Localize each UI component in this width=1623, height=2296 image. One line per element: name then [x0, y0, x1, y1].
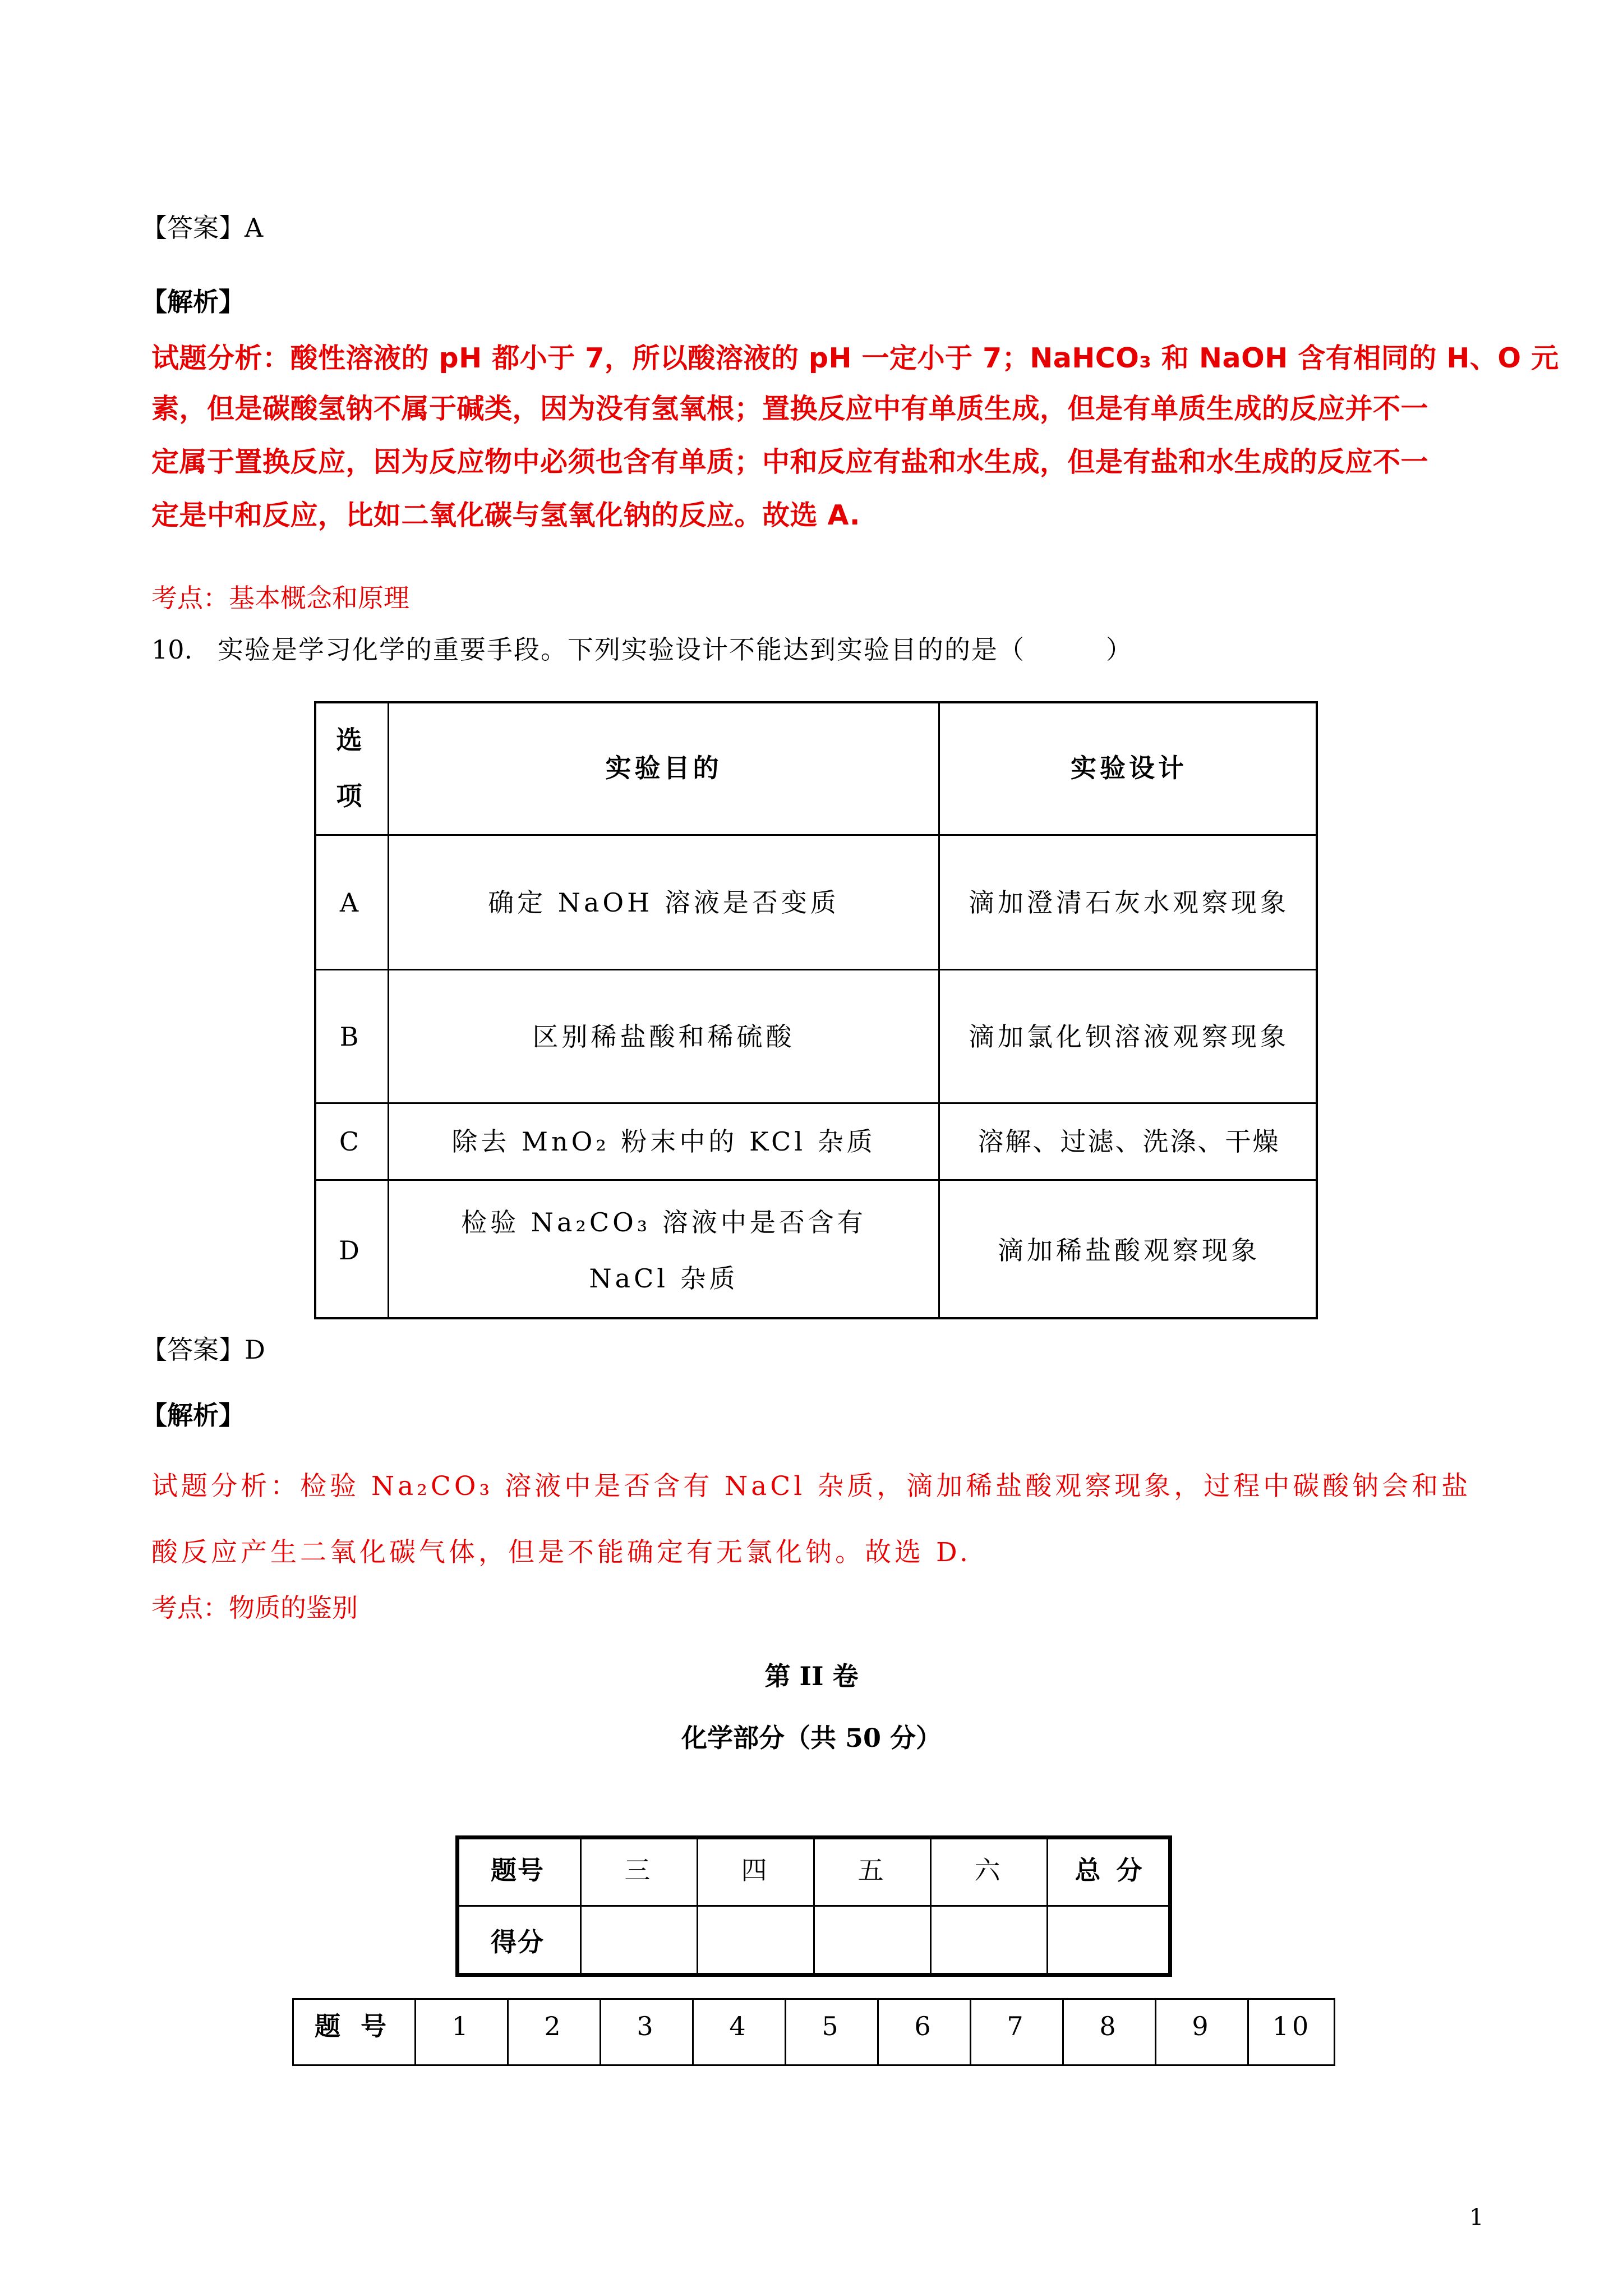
score-table — [455, 1835, 1172, 1977]
q10-row-c-design: 溶解、过滤、洗涤、干燥 — [978, 1126, 1280, 1157]
q9-kaodian: 考点：基本概念和原理 — [151, 583, 409, 613]
answer-table-num-3: 3 — [637, 2011, 657, 2041]
answer-table-num-7: 7 — [1007, 2011, 1027, 2041]
q10-table — [314, 701, 1318, 1319]
answer-table-num-6: 6 — [914, 2011, 934, 2041]
q10-analysis-line-1: 试题分析：检验 Na₂CO₃ 溶液中是否含有 NaCl 杂质，滴加稀盐酸观察现象，过程中碳酸钠会和盐 — [151, 1471, 1472, 1502]
q10-row-a-purpose: 确定 NaOH 溶液是否变质 — [488, 887, 840, 918]
q10-row-d-option: D — [339, 1235, 363, 1266]
q10-kaodian: 考点：物质的鉴别 — [151, 1593, 358, 1623]
score-header-label: 题号 — [491, 1855, 545, 1885]
score-header-total: 总 分 — [1075, 1855, 1146, 1885]
q10-number: 10. — [151, 634, 193, 665]
q9-analysis-text-1: 试题分析：酸性溶液的 pH 都小于 7，所以酸溶液的 pH 一定小于 7；NaHCO₃ 和 NaOH 含有相同的 H、O 元 — [151, 342, 1559, 374]
q10-header-design: 实验设计 — [1071, 752, 1187, 783]
score-row-label: 得分 — [491, 1926, 545, 1957]
score-header-5: 五 — [857, 1855, 887, 1885]
q10-stem: 实验是学习化学的重要手段。下列实验设计不能达到实验目的的是（ ） — [218, 634, 1133, 665]
q9-analysis-line-2: 素，但是碳酸氢钠不属于碱类，因为没有氢氧根；置换反应中有单质生成，但是有单质生成的反应并不一 — [151, 393, 1429, 425]
answer-table-num-5: 5 — [822, 2011, 842, 2041]
q10-row-b-design: 滴加氯化钡溶液观察现象 — [969, 1021, 1289, 1052]
q10-header-purpose: 实验目的 — [605, 752, 722, 783]
answer-table-label: 题 号 — [314, 2011, 392, 2041]
q10-analysis-heading: 【解析】 — [141, 1400, 245, 1430]
answer-table-num-10: 10 — [1272, 2011, 1312, 2041]
q10-answer: 【答案】D — [141, 1335, 265, 1365]
part2-subtitle: 化学部分（共 50 分） — [681, 1723, 942, 1753]
part2-title: 第 II 卷 — [764, 1661, 859, 1691]
answer-table-num-8: 8 — [1099, 2011, 1119, 2041]
answer-table — [292, 1998, 1335, 2066]
score-header-6: 六 — [974, 1855, 1004, 1885]
q9-analysis-heading: 【解析】 — [141, 287, 245, 317]
q10-row-d-design: 滴加稀盐酸观察现象 — [998, 1235, 1260, 1266]
q10-row-b-purpose: 区别稀盐酸和稀硫酸 — [532, 1021, 795, 1052]
q9-analysis-line-1 — [151, 337, 1559, 376]
answer-table-num-1: 1 — [451, 2011, 472, 2041]
score-header-3: 三 — [624, 1855, 654, 1885]
q9-answer: 【答案】A — [141, 213, 264, 243]
q10-row-a-design: 滴加澄清石灰水观察现象 — [969, 887, 1289, 918]
q10-row-b-option: B — [339, 1021, 362, 1052]
q10-header-option: 选项 — [336, 724, 366, 811]
answer-table-num-2: 2 — [544, 2011, 564, 2041]
q10-row-c-option: C — [339, 1126, 363, 1157]
page-number: 1 — [1469, 2205, 1484, 2230]
q10-row-a-option: A — [339, 887, 362, 918]
score-header-4: 四 — [741, 1855, 771, 1885]
q9-analysis-line-4: 定是中和反应，比如二氧化碳与氢氧化钠的反应。故选 A. — [151, 499, 861, 531]
q9-analysis-line-3: 定属于置换反应，因为反应物中必须也含有单质；中和反应有盐和水生成，但是有盐和水生成的反应不一 — [151, 446, 1429, 478]
q10-row-d-purpose: 检验 Na₂CO₃ 溶液中是否含有 NaCl 杂质 — [461, 1207, 866, 1294]
q10-analysis-line-2: 酸反应产生二氧化碳气体，但是不能确定有无氯化钠。故选 D. — [151, 1537, 971, 1568]
answer-table-num-4: 4 — [729, 2011, 749, 2041]
answer-table-num-9: 9 — [1192, 2011, 1212, 2041]
q10-row-c-purpose: 除去 MnO₂ 粉末中的 KCl 杂质 — [451, 1126, 876, 1157]
